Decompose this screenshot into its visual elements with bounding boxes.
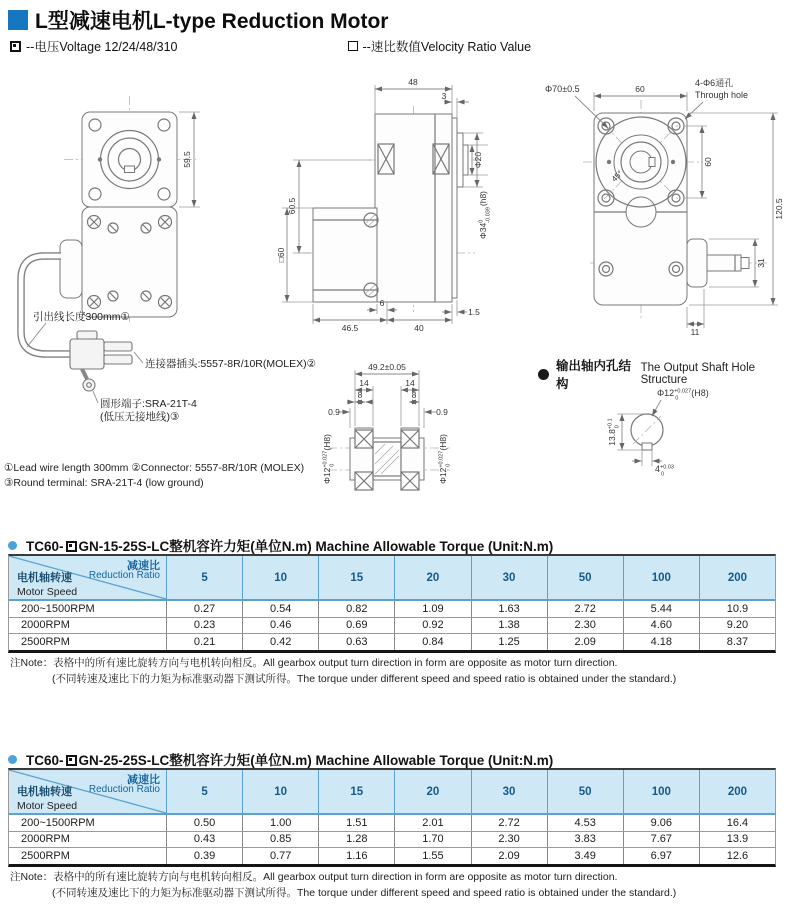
label-terminal-1: 圆形端子:SRA-21T-4 — [100, 398, 197, 410]
cell: 9.06 — [623, 815, 699, 831]
row-label: 200~1500RPM — [21, 816, 95, 829]
column-header: 50 — [547, 770, 623, 813]
dim-3: 3 — [441, 91, 447, 101]
ratio-label-en: Reduction Ratio — [88, 570, 160, 581]
cell: 5.44 — [623, 601, 699, 617]
column-header: 15 — [318, 556, 394, 599]
table1-corner-cell — [9, 556, 166, 599]
table-row — [9, 815, 775, 831]
drawing-footnotes — [4, 461, 304, 491]
speed-label-en: Motor Speed — [17, 586, 78, 598]
cell: 2.72 — [547, 601, 623, 617]
cell: 2.72 — [471, 815, 547, 831]
ratio-label-en: Reduction Ratio — [88, 784, 160, 795]
row-label: 2500RPM — [21, 635, 70, 648]
table-row — [9, 601, 775, 617]
dim-09-left: 0.9 — [328, 407, 340, 417]
speed-label-cn: 电机轴转速 — [17, 786, 72, 798]
table2-title — [8, 749, 553, 769]
torque-table-1 — [8, 554, 776, 653]
cell: 13.9 — [699, 832, 775, 848]
table-row — [9, 633, 775, 650]
section-marker-icon — [8, 10, 28, 30]
column-header: 10 — [242, 556, 318, 599]
column-header: 50 — [547, 556, 623, 599]
shaft-hole-drawing — [595, 380, 760, 485]
cell: 4.53 — [547, 815, 623, 831]
cell: 10.9 — [699, 601, 775, 617]
cell: 0.82 — [318, 601, 394, 617]
dim-49-2: 49.2±0.05 — [368, 362, 406, 372]
shaft-hole-heading-en: The Output Shaft Hole Structure — [640, 362, 756, 386]
cell: 1.51 — [318, 815, 394, 831]
column-header: 30 — [471, 770, 547, 813]
column-header: 100 — [623, 770, 699, 813]
cell: 0.77 — [242, 848, 318, 864]
ratio-label-cn: 减速比 — [127, 560, 160, 572]
bullet-dot-icon — [538, 369, 549, 380]
dim-8-left: 8 — [357, 390, 363, 400]
column-header: 5 — [166, 556, 242, 599]
dim-48: 48 — [408, 77, 418, 87]
cell: 0.21 — [166, 634, 242, 650]
dim-60-5: 60.5 — [287, 197, 297, 215]
row-label: 2000RPM — [21, 619, 70, 632]
legend — [10, 37, 541, 55]
table-row — [9, 847, 775, 864]
cell: 1.28 — [318, 832, 394, 848]
cell: 1.25 — [471, 634, 547, 650]
dim-31: 31 — [756, 258, 766, 268]
cell: 0.46 — [242, 618, 318, 634]
table2-note-2: (不同转速及速比下的力矩为标准驱动器下测试所得。The torque under different speed and speed ratio is obtained under the standard.) — [52, 887, 677, 899]
column-header: 5 — [166, 770, 242, 813]
shaft-section-drawing — [300, 350, 520, 500]
cell: 1.38 — [471, 618, 547, 634]
label-through-hole-cn: 4-Φ6通孔 — [695, 78, 734, 88]
cell: 0.27 — [166, 601, 242, 617]
bullet-icon — [8, 541, 17, 550]
cell: 0.54 — [242, 601, 318, 617]
dim-bore-right: $\Phi 12^{+0.027}0(H8)$ — [438, 434, 452, 484]
voltage-square-icon — [10, 41, 21, 52]
table1-title-text: TC60- GN-15-25S-LC整机容许力矩(单位N.m) Machine Allowable Torque (Unit:N.m) — [26, 539, 554, 554]
cell: 0.92 — [394, 618, 470, 634]
cell: 2.30 — [471, 832, 547, 848]
cell: 2.09 — [547, 634, 623, 650]
side-view-drawing — [275, 72, 530, 347]
cell: 0.43 — [166, 832, 242, 848]
footnote-2: ③Round terminal: SRA-21T-4 (low ground) — [4, 477, 204, 489]
dim-bore-left: $\Phi 12^{+0.027}0(H8)$ — [322, 434, 336, 484]
speed-label-en: Motor Speed — [17, 800, 78, 812]
cell: 4.60 — [623, 618, 699, 634]
column-header: 200 — [699, 556, 775, 599]
cell: 12.6 — [699, 848, 775, 864]
cell: 0.84 — [394, 634, 470, 650]
dim-11: 11 — [690, 327, 700, 337]
dim-09-right: 0.9 — [436, 407, 448, 417]
column-header: 200 — [699, 770, 775, 813]
dim-6: 6 — [379, 298, 385, 308]
cell: 0.69 — [318, 618, 394, 634]
page-title: L型减速电机L-type Reduction Motor — [35, 10, 389, 33]
cell: 0.63 — [318, 634, 394, 650]
cell: 1.70 — [394, 832, 470, 848]
dim-14-left: 14 — [359, 378, 369, 388]
dim-1-5: 1.5 — [468, 307, 480, 317]
dim-40: 40 — [414, 323, 424, 333]
label-lead-wire: 引出线长度300mm① — [33, 311, 130, 323]
dim-phi34: $\Phi 34^0-0.039(h8)$ — [478, 190, 492, 240]
column-header: 100 — [623, 556, 699, 599]
table-row — [9, 831, 775, 848]
dim-60-right: 60 — [703, 157, 713, 167]
label-terminal-2: (低压无接地线)③ — [100, 411, 180, 423]
table-row — [9, 617, 775, 634]
torque-table-2 — [8, 768, 776, 867]
top-view-drawing — [535, 72, 790, 362]
dim-13-8: $13.8^{+0.1}0$ — [607, 418, 621, 446]
row-label: 2500RPM — [21, 849, 70, 862]
cell: 1.09 — [394, 601, 470, 617]
voltage-square-icon — [66, 755, 77, 766]
ratio-label-cn: 减速比 — [127, 774, 160, 786]
legend-voltage: --电压Voltage 12/24/48/310 — [26, 40, 178, 54]
table2-note-1: 注Note：表格中的所有速比旋转方向与电机转向相反。All gearbox output turn direction in form are opposite as motor turn direction. — [10, 871, 618, 883]
column-header: 10 — [242, 770, 318, 813]
dim-60-top: 60 — [635, 84, 645, 94]
cell: 4.18 — [623, 634, 699, 650]
cell: 0.85 — [242, 832, 318, 848]
speed-label-cn: 电机轴转速 — [17, 572, 72, 584]
footnote-1: ①Lead wire length 300mm ②Connector: 5557-8R/10R (MOLEX) — [4, 462, 305, 474]
table1-header-row — [9, 556, 775, 601]
cell: 1.00 — [242, 815, 318, 831]
cell: 2.09 — [471, 848, 547, 864]
cell: 2.30 — [547, 618, 623, 634]
column-header: 20 — [394, 556, 470, 599]
cell: 7.67 — [623, 832, 699, 848]
cell: 16.4 — [699, 815, 775, 831]
ratio-square-icon — [348, 41, 358, 51]
cell: 1.55 — [394, 848, 470, 864]
cell: 1.16 — [318, 848, 394, 864]
cell: 0.42 — [242, 634, 318, 650]
cell: 1.63 — [471, 601, 547, 617]
dim-8-right: 8 — [411, 390, 417, 400]
page-header — [8, 5, 388, 35]
cell: 0.39 — [166, 848, 242, 864]
column-header: 20 — [394, 770, 470, 813]
dim-bore: $\Phi 12^{+0.027}$ 0(H8) — [657, 388, 709, 402]
label-through-hole-en: Through hole — [695, 90, 749, 100]
table2-corner-cell — [9, 770, 166, 813]
dim-120-5: 120.5 — [774, 198, 784, 220]
cell: 3.83 — [547, 832, 623, 848]
dim-14-right: 14 — [405, 378, 415, 388]
cell: 2.01 — [394, 815, 470, 831]
column-header: 30 — [471, 556, 547, 599]
legend-ratio: --速比数值Velocity Ratio Value — [362, 40, 532, 54]
dim-59-5: 59.5 — [182, 151, 192, 168]
row-label: 200~1500RPM — [21, 602, 95, 615]
dim-45deg: 45° — [609, 168, 625, 184]
cell: 9.20 — [699, 618, 775, 634]
table1-note-2: (不同转速及速比下的力矩为标准驱动器下测试所得。The torque under different speed and speed ratio is obtained under the standard.) — [52, 673, 677, 685]
cell: 8.37 — [699, 634, 775, 650]
column-header: 15 — [318, 770, 394, 813]
cell: 6.97 — [623, 848, 699, 864]
table2-title-text: TC60- GN-25-25S-LC整机容许力矩(单位N.m) Machine Allowable Torque (Unit:N.m) — [26, 753, 554, 768]
table2-header-row — [9, 770, 775, 815]
dim-46-5: 46.5 — [341, 323, 359, 333]
dim-phi70: Φ70±0.5 — [545, 84, 580, 94]
output-shaft — [687, 239, 749, 287]
cell: 0.50 — [166, 815, 242, 831]
cell: 3.49 — [547, 848, 623, 864]
cell: 0.23 — [166, 618, 242, 634]
label-connector: 连接器插头:5557-8R/10R(MOLEX)② — [145, 358, 317, 370]
table1-note-1: 注Note：表格中的所有速比旋转方向与电机转向相反。All gearbox output turn direction in form are opposite as motor turn direction. — [10, 657, 618, 669]
voltage-square-icon — [66, 541, 77, 552]
table1-title — [8, 535, 553, 555]
connector — [70, 331, 132, 391]
dim-4: $4^{+0.03}$ 0 — [655, 464, 674, 478]
dim-phi20: Φ20 — [473, 151, 483, 169]
dim-square60: □60 — [276, 247, 286, 263]
shaft-hole-heading-cn: 输出轴内孔结构 — [556, 359, 632, 391]
row-label: 2000RPM — [21, 833, 70, 846]
bullet-icon — [8, 755, 17, 764]
